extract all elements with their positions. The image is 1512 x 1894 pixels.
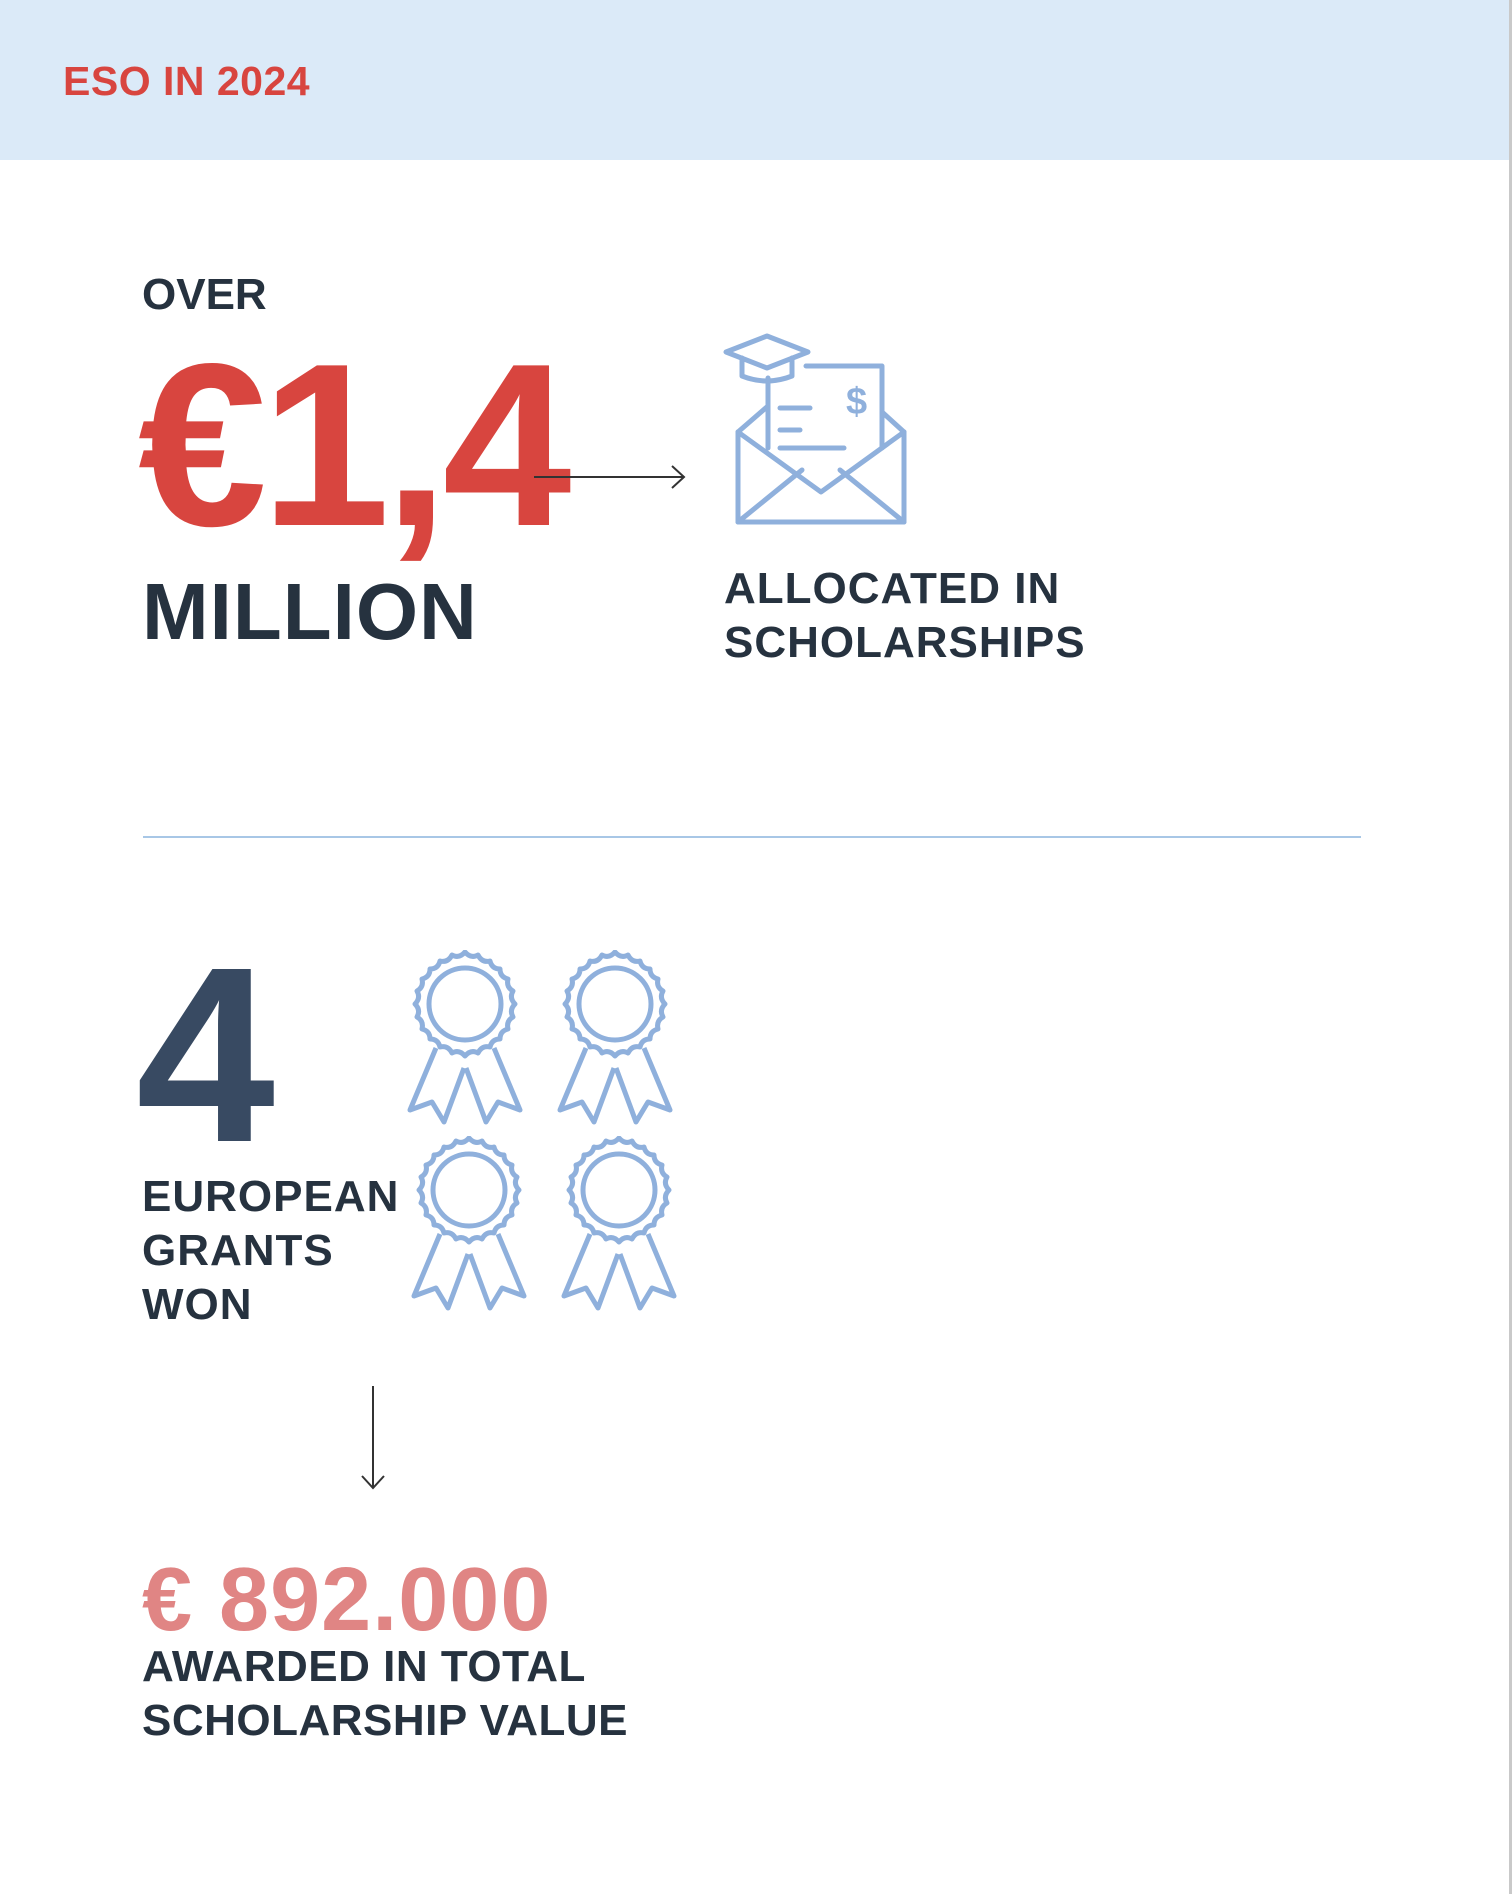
header-title: ESO IN 2024: [63, 58, 311, 104]
total-caption: [142, 1640, 628, 1748]
scholarship-envelope-icon: [722, 330, 912, 530]
award-ribbon-icon: [406, 950, 526, 1126]
scholarship-caption: [724, 562, 1086, 670]
award-ribbon-icon: [410, 1136, 530, 1312]
total-caption-line2: SCHOLARSHIP VALUE: [142, 1696, 629, 1745]
grants-caption: [142, 1170, 399, 1332]
total-amount: € 892.000: [142, 1550, 552, 1650]
grants-caption-line2: GRANTS: [142, 1226, 334, 1275]
award-ribbon-icon: [556, 950, 676, 1126]
header-band: [0, 0, 1512, 160]
grants-caption-line3: WON: [142, 1280, 253, 1329]
svg-text:$: $: [846, 381, 868, 423]
scholarship-caption-line1: ALLOCATED IN: [724, 564, 1061, 613]
million-label: MILLION: [142, 567, 478, 656]
scholarship-caption-line2: SCHOLARSHIPS: [724, 618, 1086, 667]
scholarship-amount: €1,4: [138, 316, 566, 575]
award-ribbon-icon: [560, 1136, 680, 1312]
total-caption-line1: AWARDED IN TOTAL: [142, 1642, 586, 1691]
arrow-right-icon: [532, 462, 688, 492]
over-label: OVER: [142, 270, 267, 319]
arrow-down-icon: [358, 1384, 388, 1492]
grants-count: 4: [136, 915, 276, 1194]
grants-caption-line1: EUROPEAN: [142, 1172, 400, 1221]
section-divider: [143, 836, 1361, 838]
